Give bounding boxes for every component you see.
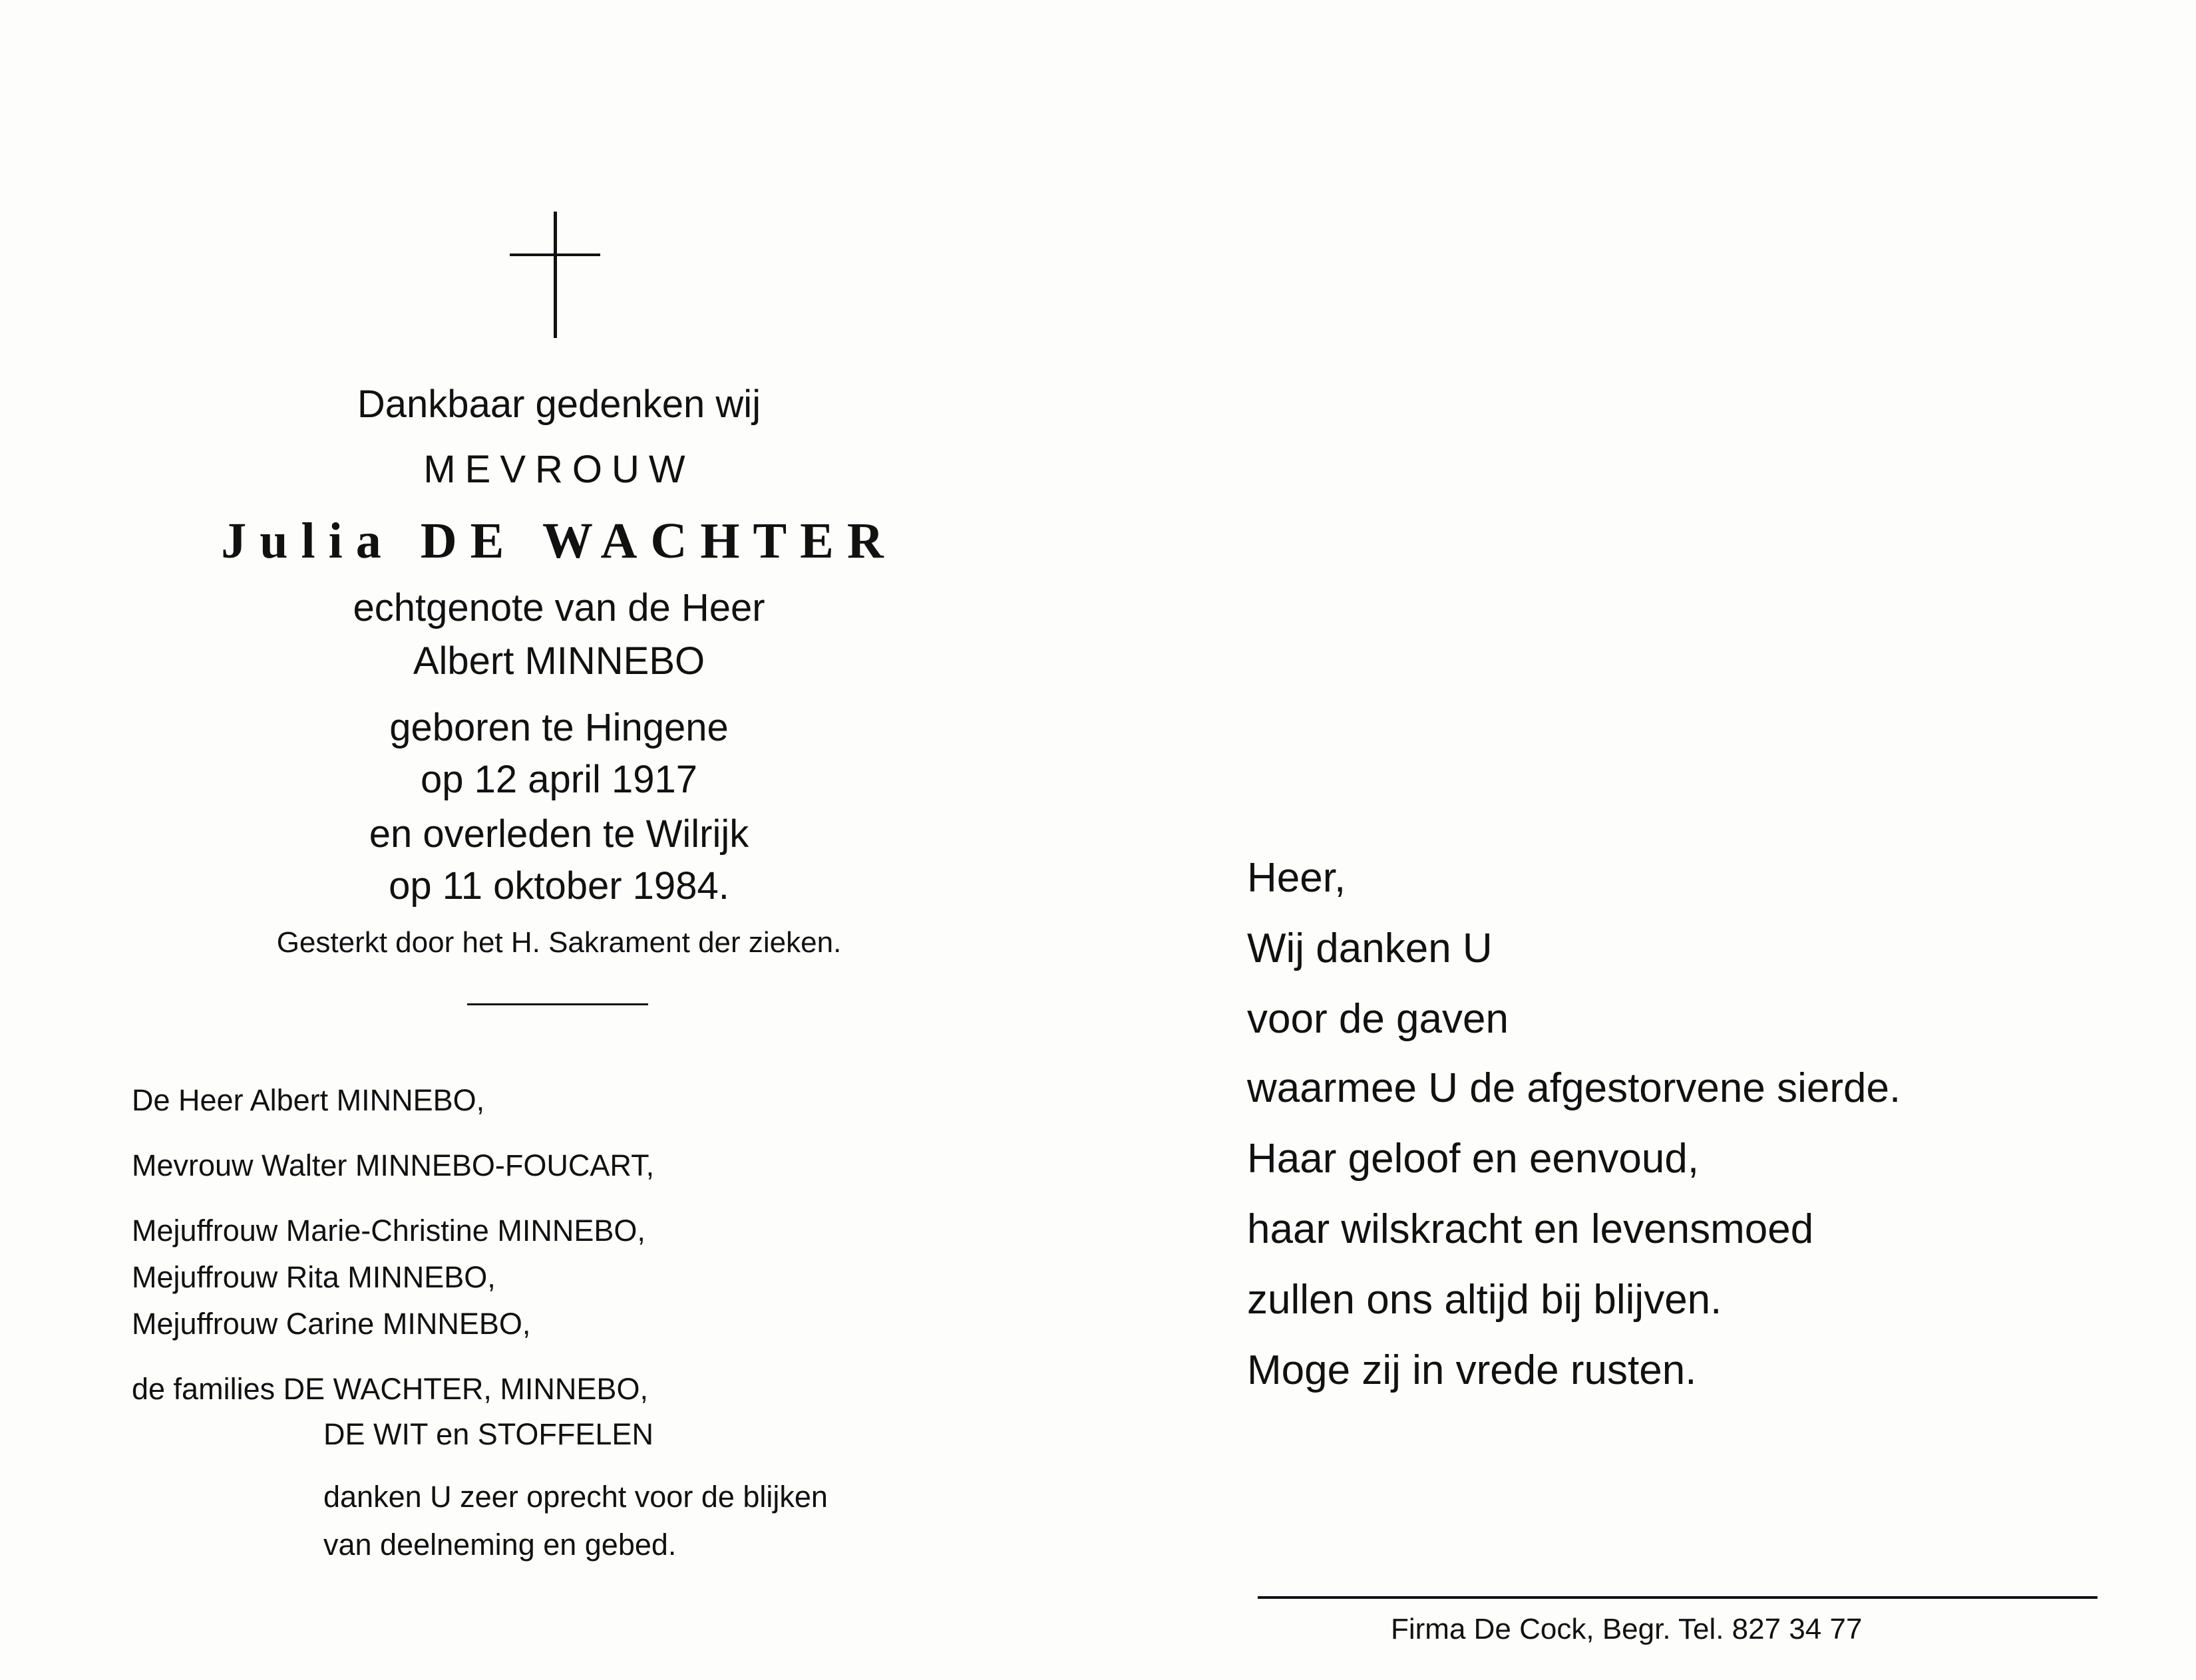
thanks-line: danken U zeer oprecht voor de blijken [323, 1480, 828, 1514]
prayer-line: Wij danken U [1247, 925, 1493, 971]
prayer-line: Heer, [1247, 855, 1346, 901]
sacrament-note: Gesterkt door het H. Sakrament der zieken. [276, 926, 842, 959]
title: MEVROUW [423, 448, 695, 491]
family-line: Mejuffrouw Carine MINNEBO, [132, 1307, 531, 1341]
family-line: Mejuffrouw Rita MINNEBO, [132, 1260, 496, 1294]
prayer-line: zullen ons altijd bij blijven. [1247, 1277, 1722, 1323]
divider [467, 1003, 648, 1005]
cross-icon [510, 212, 600, 338]
funeral-home-footer: Firma De Cock, Begr. Tel. 827 34 77 [1391, 1613, 1863, 1645]
family-line: de families DE WACHTER, MINNEBO, [132, 1372, 648, 1406]
prayer-line: voor de gaven [1247, 996, 1509, 1042]
heading: Dankbaar gedenken wij [357, 383, 761, 426]
family-line: Mevrouw Walter MINNEBO-FOUCART, [132, 1148, 655, 1182]
family-line: De Heer Albert MINNEBO, [132, 1083, 485, 1117]
death-date: op 11 oktober 1984. [389, 864, 729, 908]
death-place: en overleden te Wilrijk [369, 812, 749, 856]
birth-date: op 12 april 1917 [421, 758, 697, 801]
birth-place: geboren te Hingene [389, 706, 729, 749]
prayer-line: Moge zij in vrede rusten. [1247, 1347, 1697, 1393]
spouse-name: Albert MINNEBO [413, 639, 705, 683]
prayer-line: Haar geloof en eenvoud, [1247, 1136, 1700, 1182]
family-line: Mejuffrouw Marie-Christine MINNEBO, [132, 1214, 645, 1248]
deceased-name: Julia DE WACHTER [221, 513, 897, 569]
prayer-line: haar wilskracht en levensmoed [1247, 1206, 1814, 1252]
thanks-line: van deelneming en gebed. [323, 1528, 677, 1562]
footer-divider [1258, 1596, 2098, 1599]
family-line: DE WIT en STOFFELEN [323, 1417, 653, 1451]
spouse-line: echtgenote van de Heer [353, 586, 765, 629]
prayer-line: waarmee U de afgestorvene sierde. [1247, 1065, 1901, 1111]
